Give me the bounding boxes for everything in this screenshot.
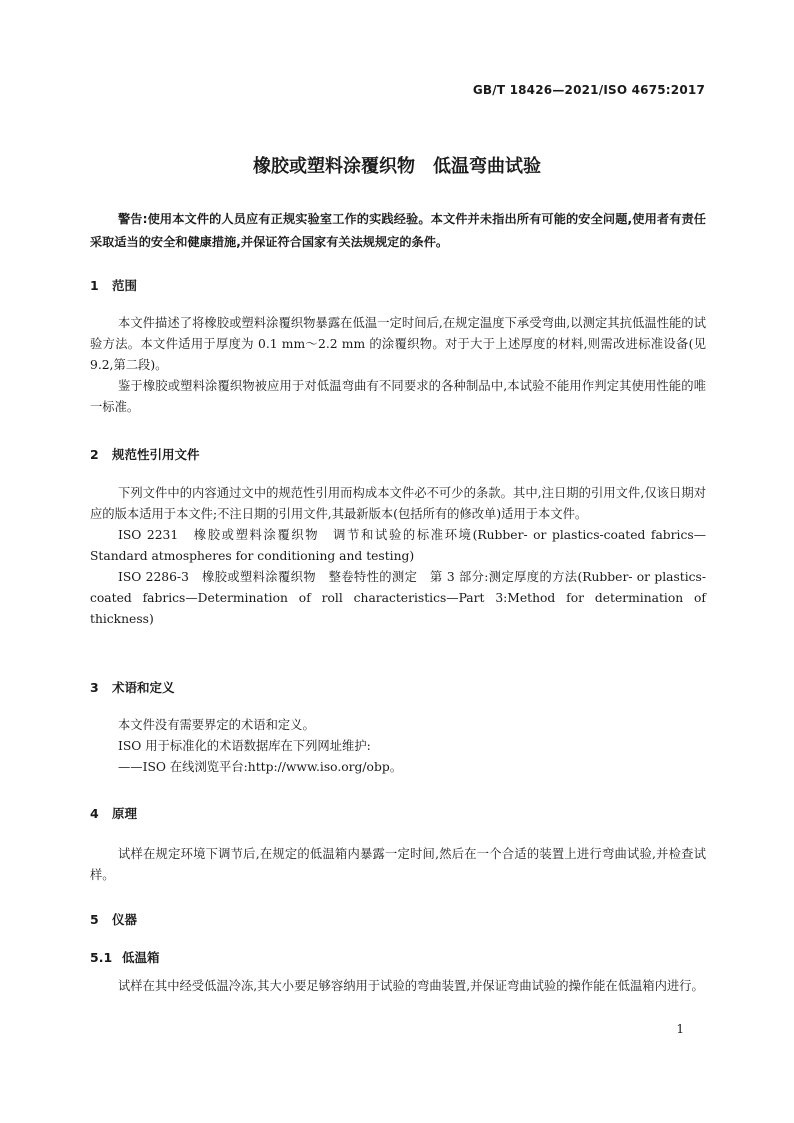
section-heading-terms [90,678,175,696]
section-heading-principle [90,804,137,822]
paragraph: 鉴于橡胶或塑料涂覆织物被应用于对低温弯曲有不同要求的各种制品中,本试验不能用作判定其使用性能的唯一标准。 [90,379,706,414]
paragraph: ——ISO 在线浏览平台:http://www.iso.org/obp。 [118,760,402,774]
section-number: 5 [90,912,99,927]
section-title: 原理 [112,806,138,821]
paragraph: 本文件没有需要界定的术语和定义。 [118,718,315,732]
section-body-cold-chamber [90,976,706,997]
section-number: 5.1 [90,950,113,965]
section-heading-scope [90,276,137,294]
page-number: 1 [676,1022,684,1036]
section-title: 术语和定义 [112,680,175,695]
section-body-principle [90,844,706,886]
section-title: 低温箱 [122,950,160,965]
section-title: 规范性引用文件 [112,447,200,462]
section-body-scope [90,313,706,418]
paragraph: ISO 用于标准化的术语数据库在下列网址维护: [118,739,371,753]
section-heading-apparatus [90,910,137,928]
reference-entry: ISO 2231 橡胶或塑料涂覆织物 调节和试验的标准环境(Rubber- or plastics-coated fabrics—Standard atmospheres for conditioning and testing) [90,528,706,563]
section-number: 1 [90,278,99,293]
section-body-normative-references [90,483,706,630]
paragraph: 试样在规定环境下调节后,在规定的低温箱内暴露一定时间,然后在一个合适的装置上进行弯曲试验,并检查试样。 [90,847,706,882]
paragraph: 本文件描述了将橡胶或塑料涂覆织物暴露在低温一定时间后,在规定温度下承受弯曲,以测定其抗低温性能的试验方法。本文件适用于厚度为 0.1 mm～2.2 mm 的涂覆织物。对于大于上述厚度的材料,则需改进标准设备(见 9.2,第二段)。 [90,316,706,372]
section-body-terms [90,715,706,778]
document-title: 橡胶或塑料涂覆织物 低温弯曲试验 [253,156,541,177]
section-number: 3 [90,680,99,695]
section-number: 4 [90,806,99,821]
section-number: 2 [90,447,99,462]
section-heading-normative-references [90,445,200,463]
subsection-heading-cold-chamber [90,948,160,966]
section-title: 仪器 [112,912,138,927]
standard-code: GB/T 18426—2021/ISO 4675:2017 [472,83,705,97]
warning-paragraph: 警告:使用本文件的人员应有正规实验室工作的实践经验。本文件并未指出所有可能的安全问题,使用者有责任采取适当的安全和健康措施,并保证符合国家有关法规规定的条件。 [90,212,706,249]
paragraph: 试样在其中经受低温冷冻,其大小要足够容纳用于试验的弯曲装置,并保证弯曲试验的操作能在低温箱内进行。 [118,979,704,993]
section-title: 范围 [112,278,138,293]
paragraph: 下列文件中的内容通过文中的规范性引用而构成本文件必不可少的条款。其中,注日期的引用文件,仅该日期对应的版本适用于本文件;不注日期的引用文件,其最新版本(包括所有的修改单)适用于本文件。 [90,486,706,521]
reference-entry: ISO 2286-3 橡胶或塑料涂覆织物 整卷特性的测定 第 3 部分:测定厚度的方法(Rubber- or plastics-coated fabrics—Determination of roll characteristics—Part 3:Method for determination of thickness) [90,570,706,626]
